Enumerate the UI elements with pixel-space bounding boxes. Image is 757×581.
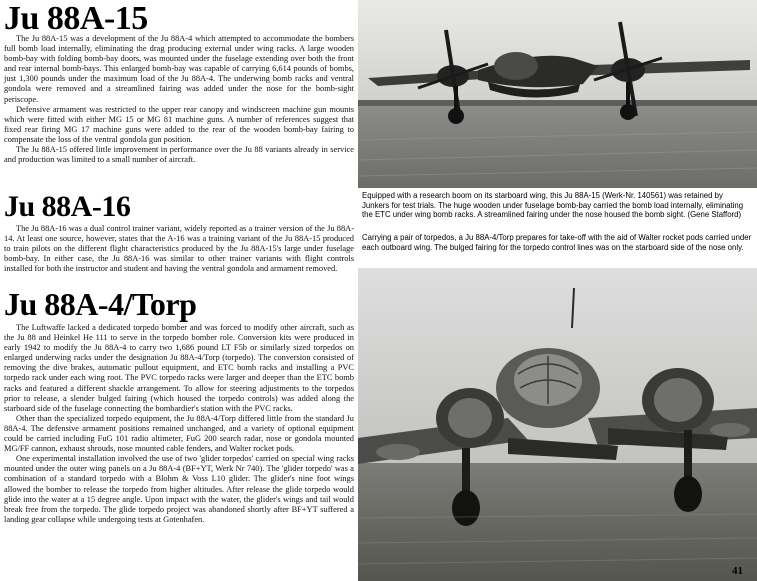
section-body-ju88a4-torp — [4, 323, 354, 525]
text-column — [4, 0, 354, 581]
photo-ju88a15 — [358, 0, 757, 188]
paragraph: The Ju 88A-15 was a development of the Ju 88A-4 which attempted to accommodate the bombers full bomb load internally, eliminating the drag producing external under wing racks. A large wooden bomb-bay with folding bomb-bay doors, was mounted under the fuselage extending over both the front and rear internal bomb-bays. This enlarged bomb-bay was capable of carrying 6,614 pounds of bombs, just 1,300 pounds under the maximum load of the Ju 88A-4. The underwing bomb racks and ventral gondola were removed and a streamlined fairing was added under the nose for the bomb-sight periscope. — [4, 34, 354, 104]
section-title-ju88a15: Ju 88A-15 — [4, 0, 148, 37]
page-number: 41 — [732, 565, 743, 577]
paragraph: Defensive armament was restricted to the upper rear canopy and windscreen machine gun mounts which were fitted with either MG 15 or MG 81 machine guns. A number of references suggest that fixed rear firing MG 17 machine guns were added to the rear of the wooden bomb-bay fairing to compensate the loss of the ventral gondola gun position. — [4, 104, 354, 144]
paragraph: The Luftwaffe lacked a dedicated torpedo bomber and was forced to modify other aircraft, such as the Ju 88 and Heinkel He 111 to serve in the torpedo bomber role. Conversion kits were produced in early 1942 to modify the Ju 88A-4 to carry two 1,686 pound LT F5b or similarly sized torpedos on enlarged underwing racks under the designation Ju 88A-4/Torp (torpedo). The conversion consisted of removing the dive brakes, automatic pullout equipment, and ETC bomb racks and installing a PVC torpedo rack under each wing root. The PVC torpedo racks were larger and deeper than the ETC bomb racks and featured a different shackle arrangement. To allow for steering adjustments to the torpedos prior to release, a slender bulged fairing (which housed the torpedo controls) was added along the starboard side of the fuselage connecting the bombardier's station with the PVC racks. — [4, 323, 354, 413]
paragraph: One experimental installation involved the use of two 'glider torpedos' carried on special wing racks mounted under the outer wing panels on a Ju 88A-4 (BF+YT, Werk Nr 740). The 'glider torpedo' was a combination of a standard torpedo with a Blohm & Voss L10 glider. The glider's nine foot wings allowed the bomber to release the torpedo from higher altitudes. After release the glide torpedo would glide into the water at a 15 degree angle. Upon impact with the water, the glider's wings and tail would break free from the torpedo. The glide torpedo project was abandoned shortly after BF+YT suffered a landing gear collapse while undergoing tests at Gotenhafen. — [4, 454, 354, 524]
section-body-ju88a15 — [4, 34, 354, 165]
paragraph: The Ju 88A-16 was a dual control trainer variant, widely reported as a trainer version of the Ju 88A-14. At least one source, however, states that the A-16 was a training variant of the Ju 88A-15 produced to train pilots on the different flight characteristics produced by the Ju 88A-15's large under fuselage bomb-bay. In either case, the Ju 88A-16 was similar to other trainer variants with flight controls installed for both the instructor and student and having the ventral gondola and armament removed. — [4, 224, 354, 274]
section-title-ju88a16: Ju 88A-16 — [4, 190, 131, 223]
aircraft-photo-illustration — [358, 0, 757, 188]
aircraft-photo-illustration — [358, 268, 757, 581]
photo-caption-ju88a4-torp: Carrying a pair of torpedos, a Ju 88A-4/Torp prepares for take-off with the aid of Walter rocket pods carried under each outboard wing. The bulged fairing for the torpedo control lines was on the starboard side of the nose only. — [362, 233, 752, 252]
photo-caption-ju88a15: Equipped with a research boom on its starboard wing, this Ju 88A-15 (Werk-Nr. 140561) was retained by Junkers for test trials. The huge wooden under fuselage bomb-bay carried the bomb load internally, eliminating the ETC under wing bomb racks. A streamlined fairing under the nose housed the bomb sight. (Gene Stafford) — [362, 191, 744, 220]
photo-ju88a4-torp — [358, 268, 757, 581]
paragraph: Other than the specialized torpedo equipment, the Ju 88A-4/Torp differed little from the standard Ju 88A-4. The defensive armament positions remained unchanged, and a variety of optional equipment could be carried including FuG 101 radio altimeter, FuG 200 search radar, nose or gondola mounted MG/FF cannon, exhaust shrouds, nose mounted cable fenders, and Walter rocket pods. — [4, 413, 354, 454]
paragraph: The Ju 88A-15 offered little improvement in performance over the Ju 88 variants already in service and production was limited to a small number of aircraft. — [4, 145, 354, 165]
section-body-ju88a16 — [4, 224, 354, 274]
section-title-ju88a4-torp: Ju 88A-4/Torp — [4, 286, 197, 322]
